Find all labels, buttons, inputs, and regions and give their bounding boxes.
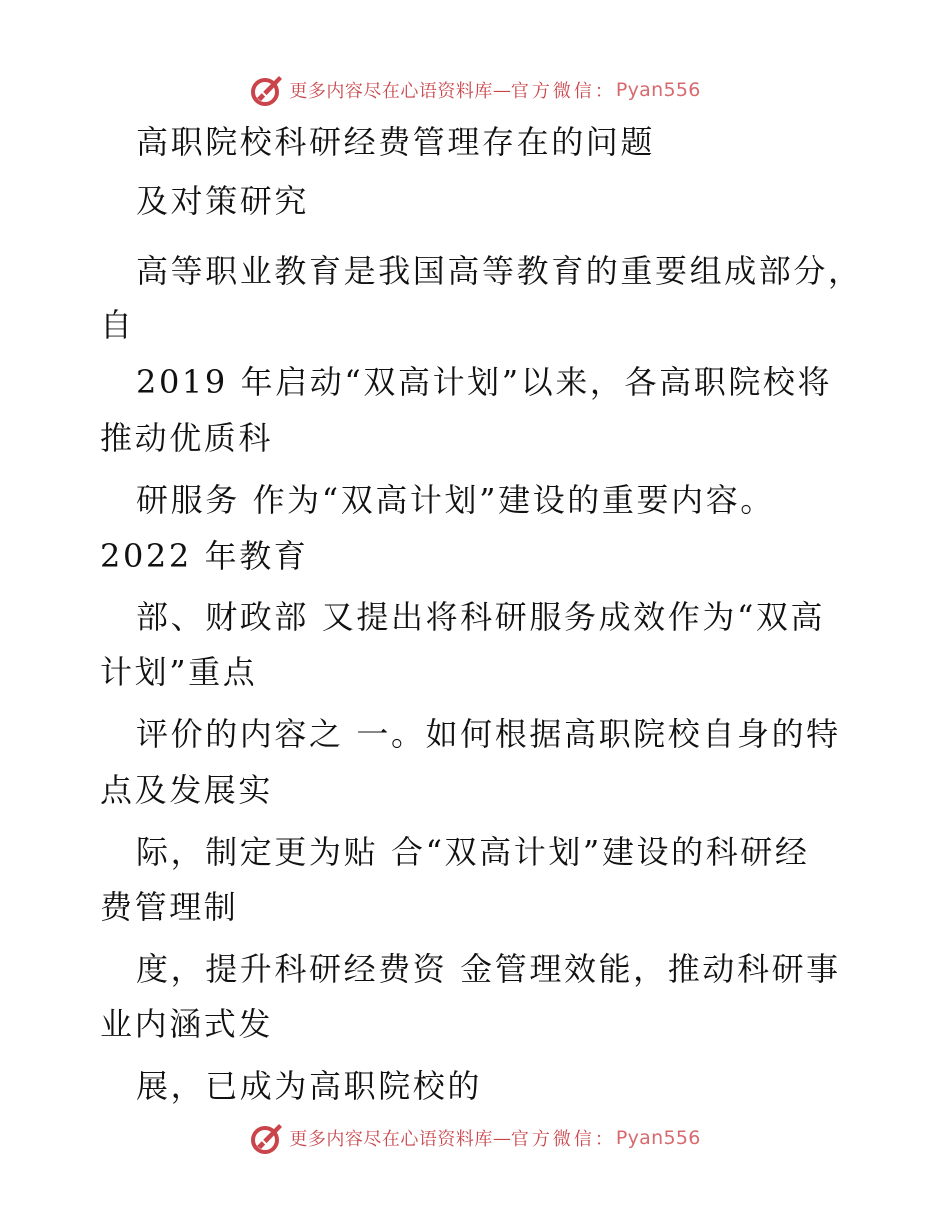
watermark-official-label: 官方微信： (510, 1129, 616, 1150)
text-line: 业内涵式发 (100, 1005, 274, 1043)
text-line: 费管理制 (100, 888, 239, 926)
watermark-dash: — (492, 1127, 511, 1149)
text-line: 自 (100, 306, 135, 344)
text-line: 研服务 作为“双高计划”建设的重要内容。 (136, 481, 775, 519)
watermark-brand-text: 更多内容尽在心语资料库 (289, 81, 493, 102)
text-line: 2022 年教育 (100, 537, 309, 575)
text-line: 计划”重点 (100, 653, 258, 691)
watermark-official-label: 官方微信： (510, 81, 616, 102)
text-line: 展，已成为高职院校的 (136, 1067, 483, 1105)
watermark-header (0, 70, 950, 110)
text-line: 及对策研究 (136, 182, 310, 220)
text-line: 部、财政部 又提出将科研服务成效作为“双高 (136, 598, 826, 636)
watermark-wechat-id: Pyan556 (615, 1127, 701, 1149)
text-line: 点及发展实 (100, 771, 274, 809)
text-line: 推动优质科 (100, 419, 274, 457)
watermark-wechat-id: Pyan556 (615, 79, 701, 101)
text-line: 2019 年启动“双高计划”以来，各高职院校将 (136, 363, 833, 401)
watermark-brand-text: 更多内容尽在心语资料库 (289, 1129, 493, 1150)
watermark-footer (0, 1118, 950, 1158)
quill-seal-logo-icon (249, 72, 285, 108)
text-line: 高等职业教育是我国高等教育的重要组成部分， (136, 252, 863, 290)
text-line: 高职院校科研经费管理存在的问题 (136, 123, 656, 161)
quill-seal-logo-icon (249, 1120, 285, 1156)
text-line: 际，制定更为贴 合“双高计划”建设的科研经 (136, 833, 810, 871)
watermark-dash: — (492, 79, 511, 101)
text-line: 度，提升科研经费资 金管理效能，推动科研事 (136, 950, 841, 988)
text-line: 评价的内容之 一。如何根据高职院校自身的特 (136, 715, 841, 753)
